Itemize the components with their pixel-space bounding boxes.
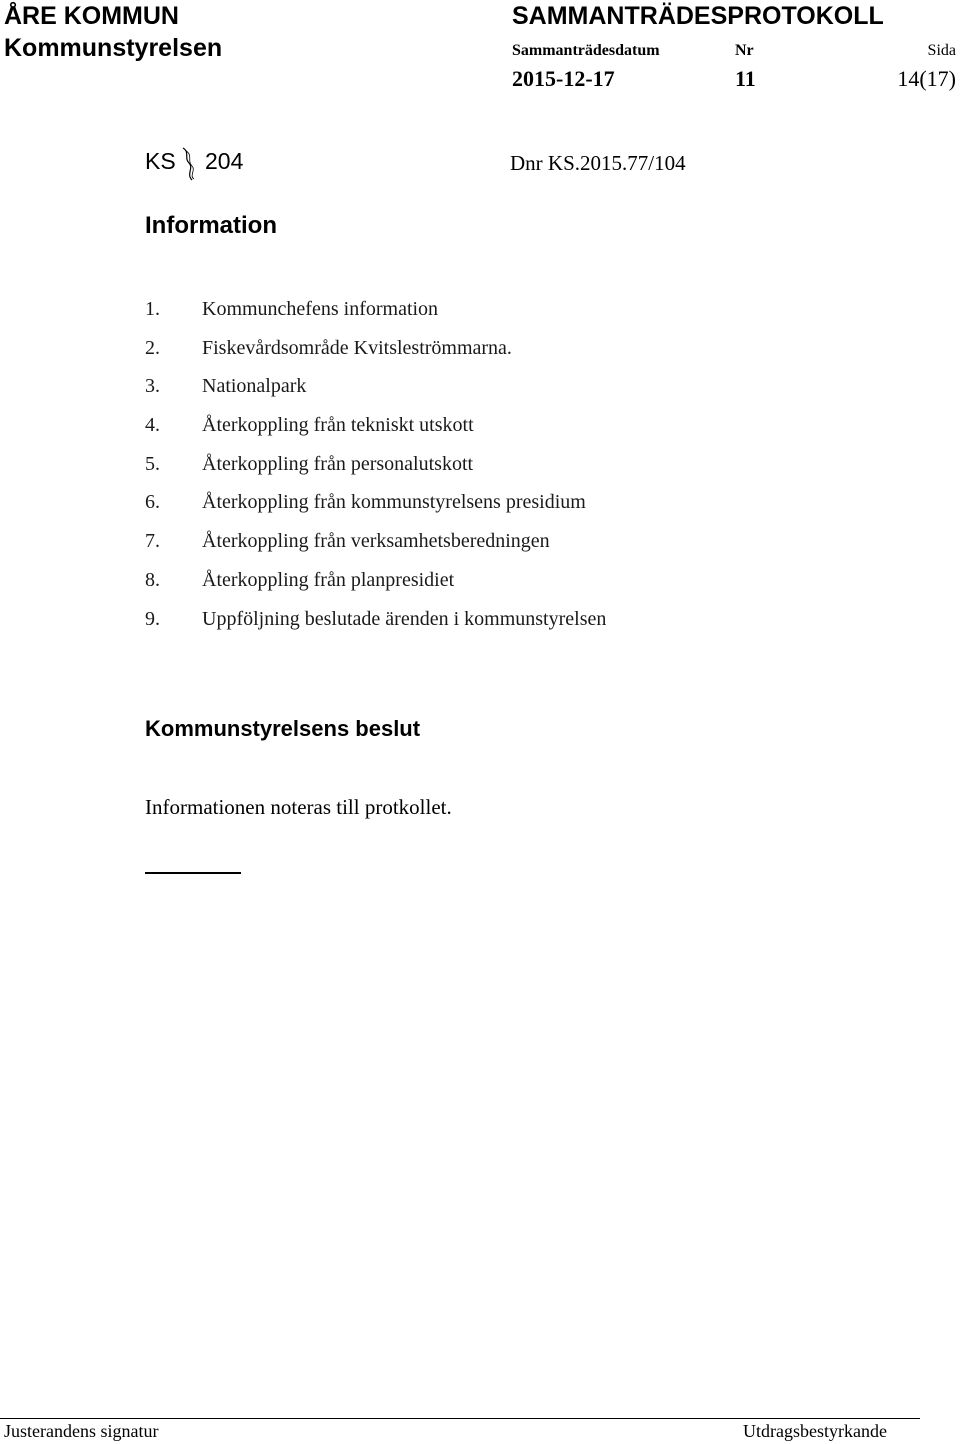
item-text: Fiskevårdsområde Kvitsleströmmarna. bbox=[202, 336, 512, 359]
meeting-date-label: Sammanträdesdatum bbox=[512, 42, 660, 59]
page-number: 14(17) bbox=[897, 66, 956, 91]
item-text: Återkoppling från planpresidiet bbox=[202, 568, 455, 591]
item-text: Återkoppling från kommunstyrelsens presidium bbox=[202, 491, 586, 514]
item-number: 2. bbox=[145, 336, 160, 359]
footer-divider bbox=[0, 1418, 920, 1419]
item-number: 8. bbox=[145, 568, 160, 591]
item-number: 3. bbox=[145, 375, 160, 398]
item-text: Kommunchefens information bbox=[202, 298, 439, 320]
item-number: 4. bbox=[145, 414, 160, 437]
decision-text: Informationen noteras till protkollet. bbox=[145, 795, 452, 819]
item-number: 5. bbox=[145, 452, 160, 475]
item-number: 9. bbox=[145, 607, 160, 630]
case-number: 204 bbox=[205, 148, 244, 174]
item-number: 6. bbox=[145, 491, 160, 514]
extract-certification-label: Utdragsbestyrkande bbox=[743, 1421, 887, 1441]
item-text: Nationalpark bbox=[202, 375, 307, 398]
section-end-rule bbox=[145, 872, 241, 874]
item-text: Återkoppling från verksamhetsberedningen bbox=[202, 530, 550, 553]
item-text: Återkoppling från personalutskott bbox=[202, 452, 474, 475]
meeting-number-label: Nr bbox=[735, 42, 754, 59]
committee-name: Kommunstyrelsen bbox=[4, 34, 223, 62]
item-text: Återkoppling från tekniskt utskott bbox=[202, 414, 474, 437]
item-text: Uppföljning beslutade ärenden i kommunstyrelsen bbox=[202, 607, 607, 630]
organization-name: ÅRE KOMMUN bbox=[4, 2, 179, 30]
decision-heading: Kommunstyrelsens beslut bbox=[145, 716, 421, 741]
meeting-number: 11 bbox=[735, 66, 756, 91]
page-label: Sida bbox=[927, 42, 956, 59]
signature-label: Justerandens signatur bbox=[4, 1421, 159, 1441]
item-number: 7. bbox=[145, 530, 160, 553]
diary-number: Dnr KS.2015.77/104 bbox=[510, 151, 686, 175]
case-prefix: KS bbox=[145, 148, 176, 174]
section-heading: Information bbox=[145, 212, 277, 239]
meeting-date: 2015-12-17 bbox=[512, 66, 615, 91]
section-symbol-icon bbox=[176, 146, 200, 182]
item-number: 1. bbox=[145, 298, 160, 320]
document-type: SAMMANTRÄDESPROTOKOLL bbox=[512, 2, 884, 30]
